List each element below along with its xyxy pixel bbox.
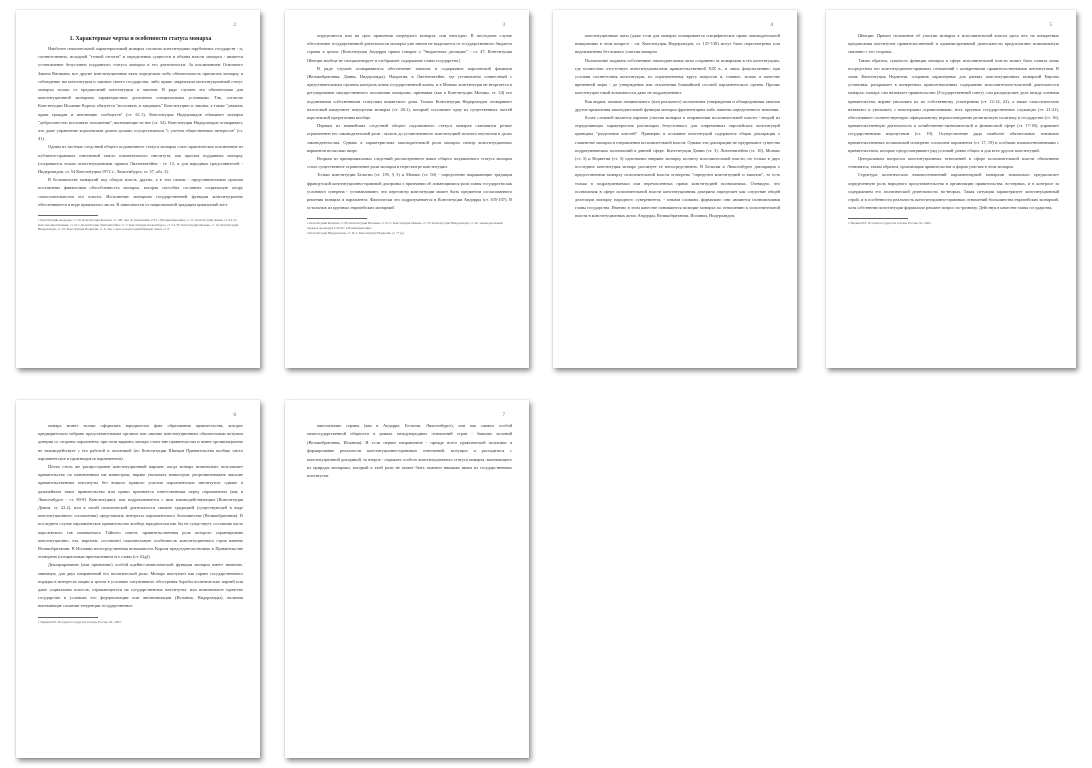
paragraph: Первым из важнейших следствий общего подзаконного статуса монарха становится резкое ограничение его законодательной роли - вплоть до установленного конституцией полного неучастия в делах законодательства. Однако в характеристике законодательной роли монарха спектр конституционных вариантов несколько шире. (307, 123, 512, 153)
paragraph: Только конституции Бельгии (ст. 195, § 3) и Монако (ст. 94) - определенно выражающие традиции французской конституционно-правовой доктрины о признании об ломающимися роли главы государства как условного суверена - устанавливают, что пересмотр конституции может быть предметом согласованного решения монарха и парламента. Фактически это подразумевается в Конституции Андорры (ст. 105-107). В остальных из крупных европейских монархий (307, 172, 512, 211)
footnote: 1 Конституция Бельгии, ст. 89; Конституция Испании, ст. 65.1; Конституция Монако, ст. 35; Конституция Нидерландов, ст. 40; законодательный порядок процедура в 2010 г. в Великобритании. (307, 221, 503, 231)
page-number: 4 (770, 23, 773, 28)
paragraph: многоязычие страны (как в Андорре, Бельгии, Люксембурге), или как символ особой межгосударственной общности в рамках международных отношений стран - бывших колоний (Великобритания, Испания). И если первое направление - прежде всего практической политики и формирование реальности конституционно-правовых отношений, могущих и расходиться с конституционной доктриной, то второе - отражает особого конституционного статуса монарха, вытекающего из природы монархии, который в этой роли не может быть заменен никаким иным из государственных институтов. (307, 423, 512, 479)
paragraph: Более сложной является картина участия монарха в отправлении исполнительной власти - второй из определяющих характеристик реализации безусловного для современных европейских конституций принципа "разделения властей". Примерно в половине конституций содержится общая декларация о главенстве монарха в отправлении исполнительной власти. Однако эти декларации не предрешают существа подразумеваемых полномочий в данной сфере. Конституции Дании (ст. 3), Лихтенштейна (ст. 10), Монако (ст. 3) и Норвегии (ст. 3) однозначно вверяют монарху полноту исполнительной власти, но только в двух последних конституция монарх реализует ее непосредственно. В Бельгии и Люксембурге декларация о предоставлении монарху исполнительной власти оговорена "определен конституцией и законом", то есть только в подразумеваемых или перечисленных прямо конституцией полномочиях. Очевидно, что полномочия в сфере исполнительной власти конституционная доктрина определяет как следствие общей делегации монарху народного суверенитета, - иными словами, формально они являются полномочиями главы государства. Именно в этом качестве понимаются позиции монарха по отношению к исполнительной власти в конституционных актах Андорры, Великобритании, Испании, Нидерландов, (575, 115, 780, 219)
footnote: 1 Чиркин В.Е. История государства и права России. М., 2002. (38, 619, 122, 624)
paragraph: В большинстве монархий под общую власть других, а в тем самым - представительных органов поставлены финансовая обособленность монарха, которая способна составить социальную опору самостоятельности его власти. Исполнение монархом государственной функции конституционно обеспечивается в виде цивильного листа. В зависимости от национальной традиции цивильный лист (38, 177, 243, 207)
footnote-divider (38, 215, 98, 216)
footnote: 1 Чиркин В.Е. История государства и права России. М., 2002. (848, 221, 932, 226)
document-page-3 (553, 10, 797, 368)
paragraph: Наиболее показательной характеристикой монарха согласно конституциям зарубежных государств - и, соответственно, исходной "точкой отсчета" в определении сущности и объема власти монарха - является установление безусловно подданного статуса монарха и его деятельности. За исключением Основного Закона Ватикана, все другие конституционные акты определяли либо обязательность приписать монарху и соблюдение им конституции и законов своего государства, либо прямо закрепляли конституционный статус монарха только от предписаний конституции и законов. В ряде случаев эта обязательная для конституционной монархии характеристика дополнена специальными условиями. Так, согласно Конституции Испании Король обязуется "исполнять и защищать" Конституцию и законы, а также "уважать права граждан и автономию сообществ" (ст. 61.1), Конституция Нидерландов обязывает монарха "добросовестно исполнять положения", вытекающие из нее (ст. 32). Конституция Нидерландов оговаривает, что даже управление королевским домом должно осуществляться "с учетом общественных интересов" (ст. 41). (38, 46, 243, 142)
paragraph: Как видим, помимо номинального (или реального) полномочия утверждения и обнародования законов другие проявления законодательной функции монарха фрагментарны либо лишены определенного значения. (575, 98, 780, 112)
paragraph: В ряде случаев оговариваются обеспечение законом и содержание королевской фамилии (Великобритания, Дания, Нидерланды). Напротив, в Лихтенштейне, где установлено совместный с представительным органом контроль князя государственной казны, и в Монако конституция не вторгается в регулирование имущественного положения монархии, признавая (как в Конституции Монако, ст. 34) его подлинными собственными статусами княжеского дома. Только Конституция Нидерландов оговаривает налоговый иммунитет имущества монарха (ст. 40.1), который составляет одну из существенных частей королевской прерогативы вообще. (307, 65, 512, 121)
section-heading: 1. Характерные черты и особенности статуса монарха (69, 36, 212, 42)
paragraph: конституционные акты (даже если для монарха оговаривается специфическое право законодательной инициативы в этом вопросе - см. Конституция Нидерландов, ст. 137-138) могут быть пересмотрены или видоизменены без всякого участия монарха. (575, 33, 780, 55)
page-number: 2 (233, 23, 236, 28)
paragraph: Декларирование (или признание) особой идейно-символической функции монарха имеет значение, минимум, для двух направлений его политической роли. Монарх выступает как гарант государственного порядка в интересах нации и целом в условиях ситуативного обострения борьбы политических партий или даже социальных классов, отражающегося на государственных институтах: или номинальное единство государства в условиях его федерализации или автономизации (Испания, Нидерланды), включая вытекающие сложные тенденции государственное (38, 562, 243, 609)
paragraph: монарх может только оформлять юридически факт образования правительства, которое предварительно избрано представительным органом или связано конституционным обязательным вотумом доверия со стороны парламента; при этом вариант, монарх стоит вне правительства и вовне организационно не взаимодействует с его работой и политикой (по Конституции Швеции Правительство вообще чисто парламентское и производится парламентом). (38, 423, 243, 461)
page-number: 5 (1049, 23, 1052, 28)
paragraph: Швеции. Прямое положение об участии монарха в исполнительной власти здесь нет, но конкретные предписания институтов правительственной и административной деятельности предполагают номинальную связанно с его стороны. (848, 33, 1059, 55)
document-page-1 (16, 10, 260, 368)
paragraph: Центральным вопросом конституционных отношений в сфере исполнительной власти объективно становятся, таким образом, организация правительства и форма участия в этом монарха. (848, 156, 1059, 170)
paragraph: определяется или на срок правления очередного монарха, или ежегодно. В последнем случае обеспечение государственной деятельности монарха уже ничем не выделяется от государственного бюджета страны в целом. (Конституция Андорры прямо говорит о "бюджетных дотациях" - ст. 47; Конституция Швеции вообще не специализирует и отображает содержание главы государства.) (307, 33, 512, 63)
paragraph: Таким образом, сущность функции монарха в сфере исполнительной власти может быть понята лишь посредством его конституционно-правовых отношений с конкретными правительственными институтами. В лишь Конституция Норвегии, сохранив характерные для ранних конституционных монархий Европы установки, раскрывает в конкретных правоотношениях содержание исполнительно-властной деятельности монарха: монарх сам назначает правительство (Государственный совет), сам распределяет дела между членами правительства, вправе увольнять их по собственному усмотрению (ст. 12-14, 22), а также самостоятельно назначает и увольняет, с некоторыми ограничениями, всех крупных государственных служащих (ст. 21-22), обеспечивает соответствующую официальному вероисповеданию религиозную политику в государстве (ст. 16), правительственную деятельность в хозяйственно-экономической и финансовой сфере (ст. 17-18), управляет государственным имуществом (ст. 19). Осуществление ряда наиболее обязательных значимых правительственных полномочий оговорено согласием парламента (ст. 17, 19) и особыми взаимоотношениями с правительством, которые предусматривают ряд условий, равно общих и для всех других конституций. (848, 57, 1059, 153)
document-page-2 (285, 10, 529, 368)
document-page-6 (285, 400, 529, 758)
footnote-divider (307, 218, 367, 219)
footnote-divider (38, 617, 98, 618)
paragraph: Вторым из принципиальных следствий рассмотренного выше общего подзаконного статуса монарха стало существенное ограничение роли монарха в пересмотре конституции. (307, 156, 512, 170)
footnote: 1 Конституции Андорры, ст. 43; Конституция Бельгии, ст. 109; Акт об управлении 1701 г. (Великобритания), ст. 11; Конституция Дании, ст. 8 и 12; Конституция Испании, ст. 61.1; Конституция Лихтенштейна, ст. 7; Конституция Люксембурга, ст. 5 и 33; Конституция Монако, ст. 10; Конституция Нидерландов, ст. 32; Конституция Норвегии, ст. 9; Акт о престолонаследии Швеции, Закон, ст. 8. (38, 218, 239, 232)
footnote: 2 Конституция Нидерландов, ст. 40.1; Конституция Норвегии, ст. 77 (а). (307, 230, 405, 235)
paragraph: Почти столь же распространен конституционный вариант, когда монарх номинально возглавляет правительство по назначенным им министрам, вправе увольнять министров, реорганизовывать высшие правительственные институты без всякого прямого участия парламентских институтов; однако в дальнейшем такое правительство или прямо признается ответственным перед парламентом (как в Люксембурге - ст. 80-81 Конституции), или подразумевается с ним взаимодействующим (Конституция Дании, ст. 22.2), или в своей политической деятельности связано традицией (существующей в виде конституционного соглашения) представлять интересы парламентского большинства (Великобритания). В последнем случае парламентское правительство вообще юридически как бы не существует, составляя часть королевского так называемого Тайного совета, правительственная роль которого гарантирована конституционно, что, впрочем, составляет показательную особенность конституционного строя именно Великобритании. В Испании непосредственная возможность Короля председательствовать в Правительстве оговорена (специальным приглашением его главы (ст. 62g)). (38, 464, 243, 560)
document-page-5 (16, 400, 260, 758)
footnote-divider (848, 218, 908, 219)
paragraph: Структура политических взаимоотношений парламентарной монархии изначально предполагает определенную роль народного представительства в организации правительства, во-первых, и в контроле за содержанием его политической деятельности, во-вторых. Такая ситуация характеризует конституционный строй, и в особенности реальность конституционно-правовых отношений большинства европейских монархий, хотя собственно конституции формально решают вопрос по-разному. Действуя в качестве главы государства, (848, 172, 1059, 211)
page-number: 7 (502, 413, 505, 418)
page-number: 6 (233, 413, 236, 418)
document-page-4 (826, 10, 1076, 368)
page-number: 3 (502, 23, 505, 28)
paragraph: Полномочие подавать собственные законодательные акты сохранено за монархами в тех конституциях, где полностью отсутствует конституционализм правительственной ХIХ в., в лишь факультативно: при условии соответствия конституции, по ограниченному кругу вопросов и, главное, только в качестве временной меры - до утверждения или отклонения ближайшей сессией парламентского органа. Прочие конституции такой возможности даже не подразумевают. (575, 57, 780, 96)
paragraph: Одним из частных следствий общего подзаконного статуса монарха стало практическое исключение из публично-правовых отношений такого показательного института, как присяга подданных монарху (сохраняется только конституционным правом Лихтенштейна - ст. 13, и для народных представителей - Нидерландов, ст. 54 Конституции 1972 г., Люксембурга, ст. 57, абз. 2). (38, 144, 243, 175)
